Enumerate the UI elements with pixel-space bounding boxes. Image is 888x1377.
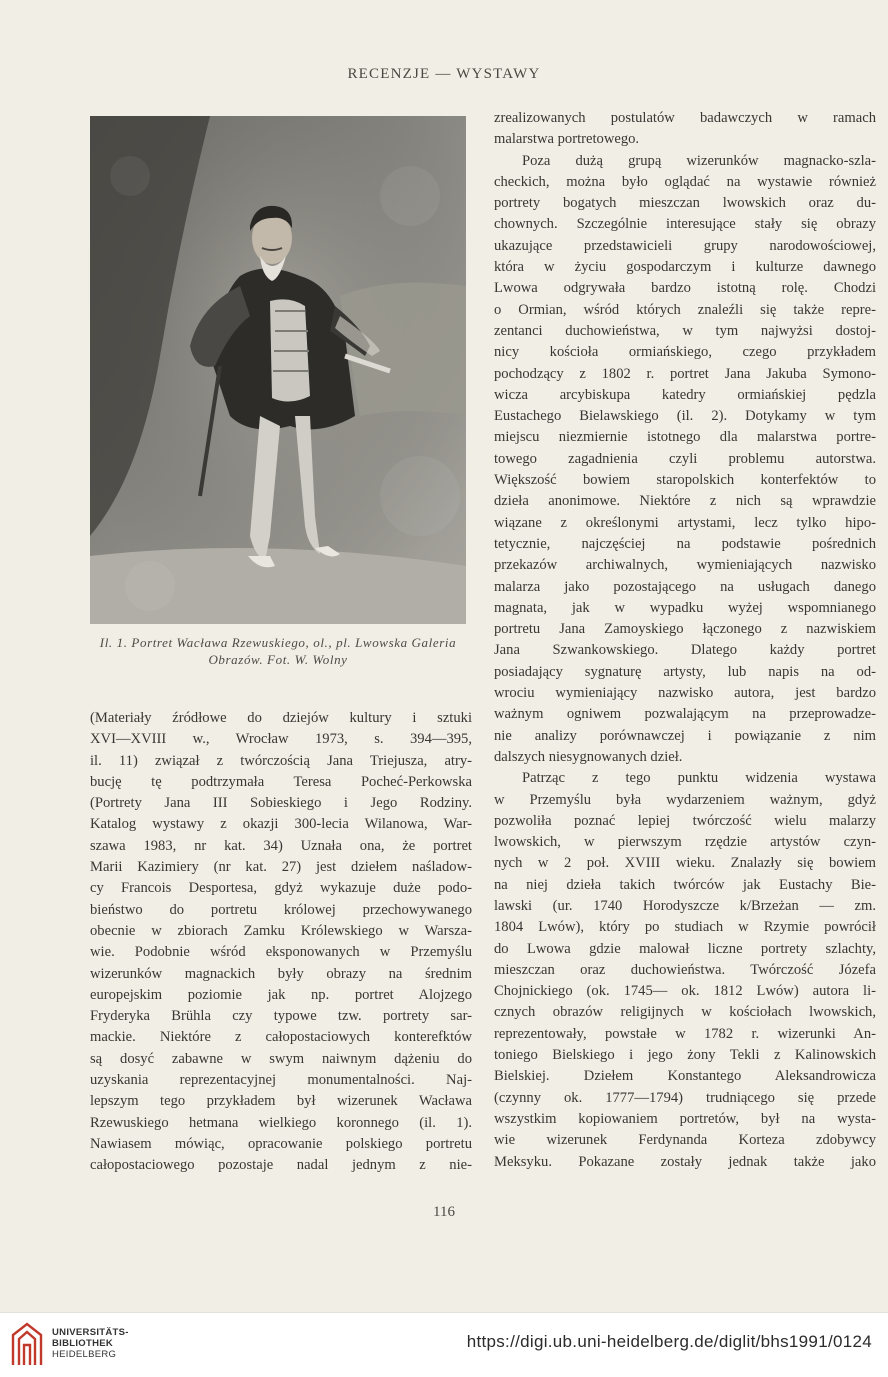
text-line: cznych obrazów religijnych w kościołach lwowskich, bbox=[494, 1004, 876, 1021]
text-line: pozwoliła poznać lepiej twórczość wielu malarzy bbox=[494, 812, 876, 829]
text-line: ukazujące przedstawicieli grupy narodowościowej, bbox=[494, 237, 876, 254]
caption-line-1: Il. 1. Portret Wacława Rzewuskiego, ol., pl. Lwowska Galeria bbox=[99, 635, 457, 650]
library-name-line-3: HEIDELBERG bbox=[52, 1349, 117, 1360]
text-line: europejskim poziomie jak np. portret Alojzego bbox=[90, 986, 472, 1003]
text-line: w Przemyślu była wydarzeniem ważnym, gdyż bbox=[494, 791, 876, 808]
text-line: chownych. Szczególnie interesujące stały się obrazy bbox=[494, 216, 876, 233]
ub-heidelberg-logo-icon[interactable] bbox=[10, 1321, 44, 1367]
text-line: zrealizowanych postulatów badawczych w ramach bbox=[494, 110, 876, 126]
text-line: towego zagadnienia czyli problemu autorstwa. bbox=[494, 450, 876, 467]
text-line: która w życiu gospodarczym i kulturze dawnego bbox=[494, 259, 876, 276]
text-line: o Ormian, wśród których znaleźli się także repre- bbox=[494, 301, 876, 318]
text-line: na niej dzieła takich twórców jak Eustachy Bie- bbox=[494, 876, 876, 893]
text-line: tetycznie, najczęściej na podstawie pośrednich bbox=[494, 535, 876, 552]
text-line: mieszczan oraz duchowieństwa. Twórczość Józefa bbox=[494, 961, 876, 978]
text-line: toniego Bielskiego i jego żony Tekli z Kalinowskich bbox=[494, 1047, 876, 1064]
figure-caption bbox=[90, 634, 466, 668]
text-line: reprezentowały, powstałe w 1782 r. wizerunki An- bbox=[494, 1025, 876, 1042]
text-line: zentanci duchowieństwa, w tym najwyżsi dostoj- bbox=[494, 322, 876, 339]
text-line: (czynny ok. 1777—1794) trudniącego się przede bbox=[494, 1089, 876, 1106]
text-line: XVI—XVIII w., Wrocław 1973, s. 394—395, bbox=[90, 731, 472, 748]
text-line: lepszym tego przykładem był wizerunek Wacława bbox=[90, 1093, 472, 1110]
text-line: cy Francois Desportesa, gdyż wykazuje duże podo- bbox=[90, 880, 472, 897]
text-line: lawski (ur. 1740 Horodyszcze k/Brzeżan — zm. bbox=[494, 897, 876, 914]
text-line: pochodzący z 1802 r. portret Jana Jakuba Symono- bbox=[494, 365, 876, 382]
text-line: (Portrety Jana III Sobieskiego i Jego Rodziny. bbox=[90, 795, 472, 812]
text-line: Większość bowiem staropolskich konterfektów to bbox=[494, 472, 876, 489]
portrait-photograph bbox=[90, 116, 466, 624]
running-head: RECENZJE — WYSTAWY bbox=[347, 66, 541, 82]
text-line: bucję tę podtrzymała Teresa Pocheć-Perkowska bbox=[90, 773, 472, 790]
text-line: Katalog wystawy z okazji 300-lecia Wilanowa, War- bbox=[90, 816, 472, 833]
text-line: Meksyku. Pokazane zostały jednak także jako bbox=[494, 1153, 876, 1170]
text-line: Nawiasem mówiąc, opracowanie polskiego portretu bbox=[90, 1135, 472, 1152]
text-line: dzieła anonimowe. Niektóre z nich są wprawdzie bbox=[494, 493, 876, 510]
text-line: Poza dużą grupą wizerunków magnacko-szla- bbox=[522, 152, 876, 169]
text-line: nych w 2 poł. XVIII wieku. Znalazły się bowiem bbox=[494, 855, 876, 872]
text-line: miejscu niezmiernie istotnego dla malarstwa portre- bbox=[494, 429, 876, 446]
document-url-link[interactable]: https://digi.ub.uni-heidelberg.de/diglit/bhs1991/0124 bbox=[466, 1332, 872, 1351]
portrait-image bbox=[90, 116, 466, 624]
text-line: Chojnickiego (ok. 1745— ok. 1812 Lwów) autora li- bbox=[494, 983, 876, 1000]
library-name-line-1: UNIVERSITÄTS- bbox=[52, 1327, 129, 1338]
text-line: Marii Kazimiery (nr kat. 27) jest dziełem naśladow- bbox=[90, 859, 472, 876]
text-line: wicza arcybiskupa katedry ormiańskiej pędzla bbox=[494, 386, 876, 403]
text-line: nicy kościoła ormiańskiego, czego przykładem bbox=[494, 344, 876, 361]
text-line: checkich, można było oglądać na wystawie również bbox=[494, 173, 876, 190]
text-line: Patrząc z tego punktu widzenia wystawa bbox=[522, 770, 876, 787]
text-line: wie wizerunek Ferdynanda Korteza zdobywcy bbox=[494, 1132, 876, 1149]
text-line: wie. Podobnie wśród eksponowanych w Przemyślu bbox=[90, 944, 472, 961]
left-text-column bbox=[90, 708, 472, 1177]
text-line: posiadający sygnaturę artysty, lub napis na od- bbox=[494, 663, 876, 680]
text-line: malarza jako pozostającego na usługach danego bbox=[494, 578, 876, 595]
text-line: nie analizy porównawczej i powiązanie z nim bbox=[494, 727, 876, 744]
text-line: portretu Jana Zamoyskiego łączonego z nazwiskiem bbox=[494, 621, 876, 638]
text-line: Fryderyka Brühla czy typowe tzw. portrety sar- bbox=[90, 1008, 472, 1025]
text-line: lwowskich, w pierwszym rzędzie artystów czyn- bbox=[494, 834, 876, 851]
text-line: 1804 Lwów), który po studiach w Rzymie powrócił bbox=[494, 919, 876, 936]
text-line: (Materiały źródłowe do dziejów kultury i sztuki bbox=[90, 710, 472, 726]
text-line: do Lwowa gdzie malował liczne portrety szlachty, bbox=[494, 940, 876, 957]
text-line: Lwowa odgrywała bardzo istotną rolę. Chodzi bbox=[494, 280, 876, 297]
page-number: 116 bbox=[433, 1204, 455, 1220]
text-line: malarstwa portretowego. bbox=[494, 131, 640, 148]
text-line: szawa 1983, nr kat. 34) Uznała ona, że portret bbox=[90, 837, 472, 854]
text-line: przekazów archiwalnych, wymieniających nazwisko bbox=[494, 557, 876, 574]
text-line: całopostaciowego pozostaje nadal jednym z nie- bbox=[90, 1157, 472, 1174]
text-line: Rzewuskiego hetmana wielkiego koronnego (il. 1). bbox=[90, 1114, 472, 1131]
viewer-footer bbox=[0, 1312, 888, 1377]
right-text-column bbox=[494, 108, 876, 1173]
text-line: obecnie w zbiorach Zamku Królewskiego w Warsza- bbox=[90, 922, 472, 939]
text-line: uzyskania reprezentacyjnej monumentalności. Naj- bbox=[90, 1072, 472, 1089]
library-name[interactable] bbox=[52, 1327, 129, 1360]
text-line: wrociu wymieniający nazwisko autora, jest bardzo bbox=[494, 685, 876, 702]
text-line: mackie. Niektóre z całopostaciowych konterefktów bbox=[90, 1029, 472, 1046]
text-line: wszystkim kopiowaniem portretów, był na wysta- bbox=[494, 1110, 876, 1127]
text-line: wiązane z określonymi artystami, lecz tylko hipo- bbox=[494, 514, 876, 531]
text-line: Jana Szwankowskiego. Dlatego każdy portret bbox=[494, 642, 876, 659]
text-line: dalszych niesygnowanych dzieł. bbox=[494, 748, 683, 765]
text-line: wizerunków magnackich były obrazy na średnim bbox=[90, 965, 472, 982]
text-line: są dosyć zabawne w swym naiwnym dążeniu do bbox=[90, 1050, 472, 1067]
text-line: portrety bogatych mieszczan lwowskich oraz du- bbox=[494, 195, 876, 212]
text-line: Eustachego Bielawskiego (il. 2). Dotykamy w tym bbox=[494, 408, 876, 425]
text-line: Bielskiej. Dziełem Konstantego Aleksandrowicza bbox=[494, 1068, 876, 1085]
library-name-line-2: BIBLIOTHEK bbox=[52, 1338, 114, 1349]
text-line: bieństwo do portretu królowej przechowywanego bbox=[90, 901, 472, 918]
text-line: il. 11) związał z twórczością Jana Triejusza, atry- bbox=[90, 752, 472, 769]
caption-line-2: Obrazów. Fot. W. Wolny bbox=[208, 652, 348, 667]
text-line: magnata, jak w wypadku wyżej wspomnianego bbox=[494, 599, 876, 616]
text-line: ważnym ogniwem pozwalającym na przeprowadze- bbox=[494, 706, 876, 723]
